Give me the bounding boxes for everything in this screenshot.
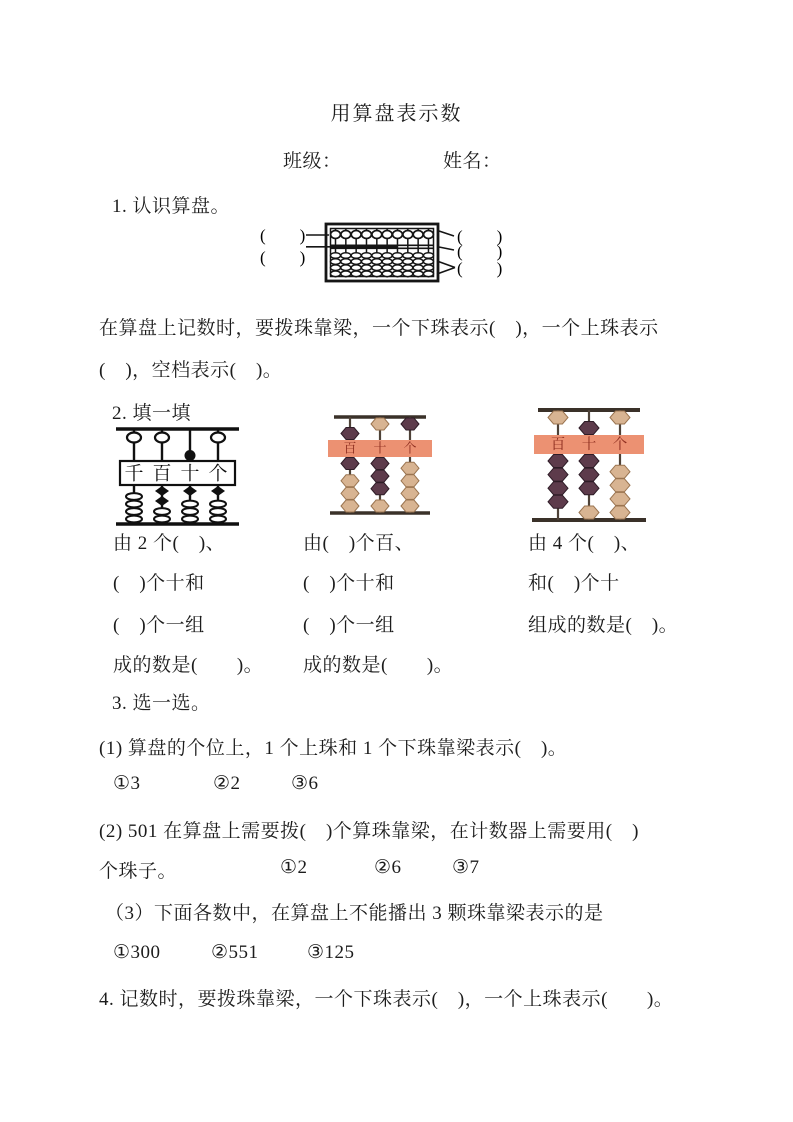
svg-text:十: 十 [373, 440, 387, 456]
q1-paragraph-line1: 在算盘上记数时，要拨珠靠梁，一个下珠表示( )，一个上珠表示 [99, 318, 659, 339]
abacus-colored-b [328, 410, 432, 520]
q3-item3-option: ①300 [113, 942, 161, 963]
svg-text:个: 个 [403, 440, 417, 456]
q2-col2-line: 由( )个百、 [303, 533, 415, 554]
q1-abacus-figure [258, 219, 511, 289]
svg-text:百: 百 [550, 437, 566, 454]
svg-text:百: 百 [343, 440, 357, 456]
place-label-thousand: 千 [124, 463, 144, 485]
class-field-label: 班级： [283, 151, 342, 172]
svg-text:十: 十 [581, 437, 597, 454]
q3-item3-option: ③125 [307, 942, 355, 963]
q1-paragraph-line2: ( )，空档表示( )。 [99, 360, 283, 381]
label-line [439, 247, 454, 250]
q3-heading: 3. 选一选。 [112, 693, 211, 714]
abacus-line-figure [110, 420, 245, 532]
q2-col3-line: 组成的数是( )。 [528, 615, 679, 636]
blank-parens: ( ) [457, 227, 503, 246]
blank-parens: ( ) [260, 226, 306, 245]
q2-col2-line: ( )个一组 [303, 615, 395, 636]
blank-parens: ( ) [260, 248, 306, 267]
q2-col3-line: 由 4 个( )、 [528, 533, 641, 554]
q3-item3-option: ②551 [211, 942, 259, 963]
q3-item2-option: ①2 [280, 857, 308, 878]
q3-item1-option: ②2 [213, 773, 241, 794]
q3-item1-option: ①3 [113, 773, 141, 794]
q2-col1-line: 由 2 个( )、 [113, 533, 226, 554]
q3-item2-line2: 个珠子。 [99, 861, 178, 882]
name-field-label: 姓名： [443, 151, 502, 172]
q3-item2-option: ②6 [374, 857, 402, 878]
q3-item3-text: （3）下面各数中，在算盘上不能播出 3 颗珠靠梁表示的是 [105, 903, 604, 924]
blank-parens: ( ) [457, 259, 503, 278]
q2-col1-line: ( )个一组 [113, 615, 205, 636]
q3-item1-option: ③6 [291, 773, 319, 794]
q2-col2-line: ( )个十和 [303, 573, 395, 594]
q2-col2-line: 成的数是( )。 [303, 655, 454, 676]
label-arrow [437, 261, 455, 268]
svg-text:个: 个 [612, 437, 628, 454]
q2-col1-line: ( )个十和 [113, 573, 205, 594]
q3-item2-line1: (2) 501 在算盘上需要拨( )个算珠靠梁，在计数器上需要用( ) [99, 821, 639, 842]
place-label-ten: 十 [180, 463, 200, 485]
q2-col1-line: 成的数是( )。 [113, 655, 264, 676]
label-line [439, 231, 454, 236]
page-title: 用算盘表示数 [330, 103, 463, 125]
q3-item1-text: (1) 算盘的个位上，1 个上珠和 1 个下珠靠梁表示( )。 [99, 738, 568, 759]
place-label-hundred: 百 [152, 463, 172, 485]
q3-item2-option: ③7 [452, 857, 480, 878]
q1-heading: 1. 认识算盘。 [112, 196, 231, 217]
blank-parens: ( ) [457, 242, 503, 261]
q2-col3-line: 和( )个十 [528, 573, 620, 594]
abacus-colored-c [528, 403, 650, 528]
place-label-one: 个 [208, 463, 228, 485]
q4-text: 4. 记数时，要拨珠靠梁，一个下珠表示( )，一个上珠表示( )。 [99, 989, 674, 1010]
q2-heading: 2. 填一填 [112, 403, 192, 424]
